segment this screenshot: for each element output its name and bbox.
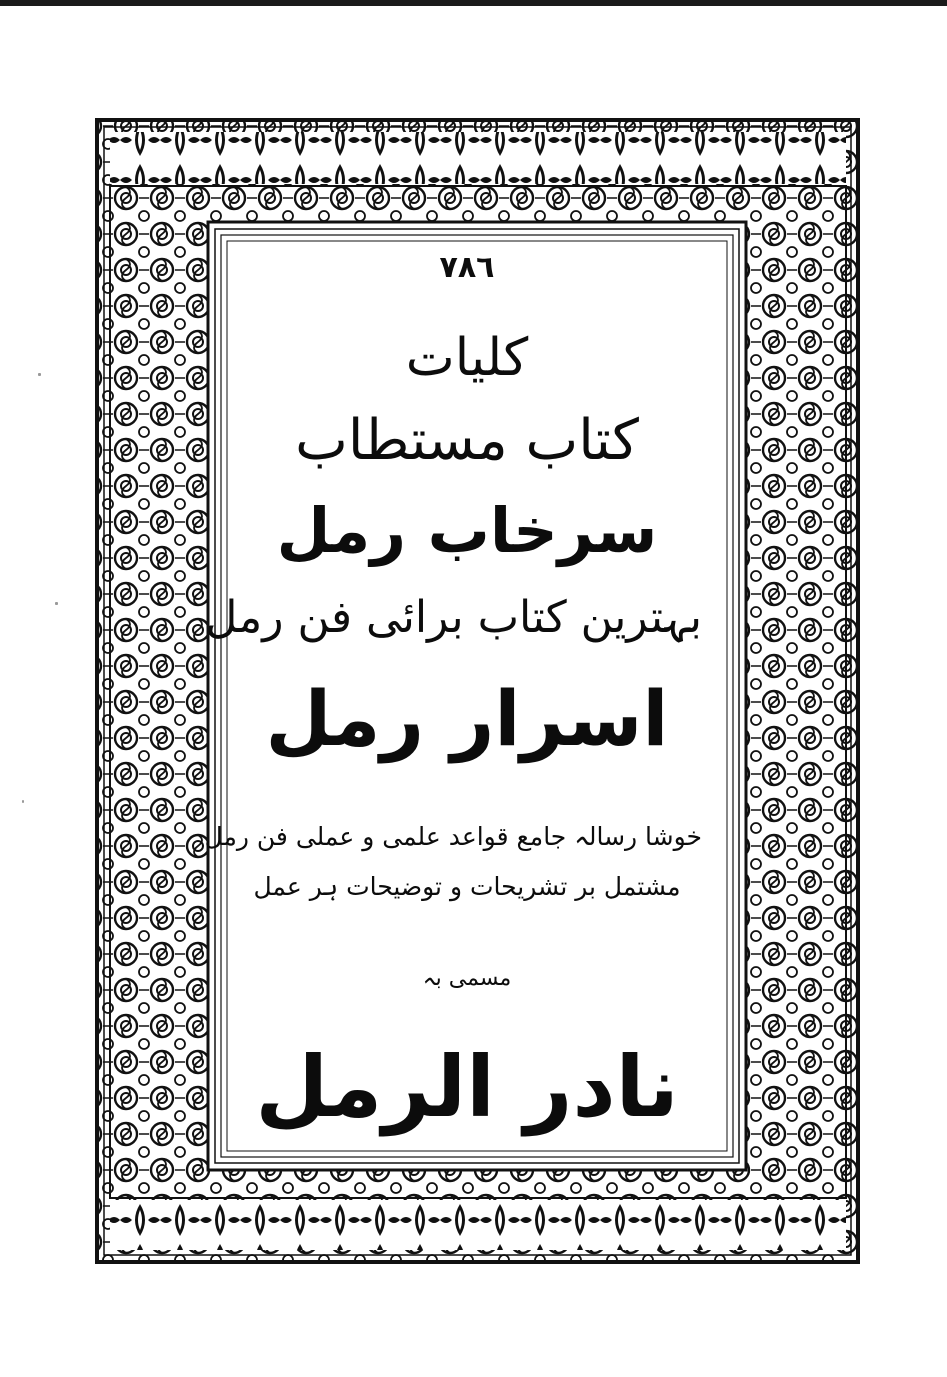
book-name: نادر الرمل bbox=[255, 1038, 679, 1136]
title-line-kulliyat: کلیات bbox=[405, 328, 529, 388]
scan-speck bbox=[38, 373, 41, 376]
page-number: ٧٨٦ bbox=[439, 250, 495, 285]
scan-speck bbox=[55, 602, 58, 605]
description-line-1: خوشا رسالہ جامع قواعد علمی و عملی فن رمل bbox=[204, 822, 702, 851]
title-line-kitab-mustatab: کتاب مستطاب bbox=[295, 408, 639, 473]
description-line-2: مشتمل بر تشریحات و توضیحات ہر عمل bbox=[253, 872, 681, 901]
scan-speck bbox=[22, 800, 24, 803]
description-line-3: مسمی بہ bbox=[422, 966, 512, 991]
title-page-content bbox=[204, 232, 702, 1156]
title-line-behtareen-kitab: بہترین کتاب برائی فن رمل bbox=[205, 592, 702, 643]
title-line-surkhab-ramal: سرخاب رمل bbox=[276, 494, 658, 567]
title-line-asrar-ramal: اسرار رمل bbox=[265, 674, 669, 763]
